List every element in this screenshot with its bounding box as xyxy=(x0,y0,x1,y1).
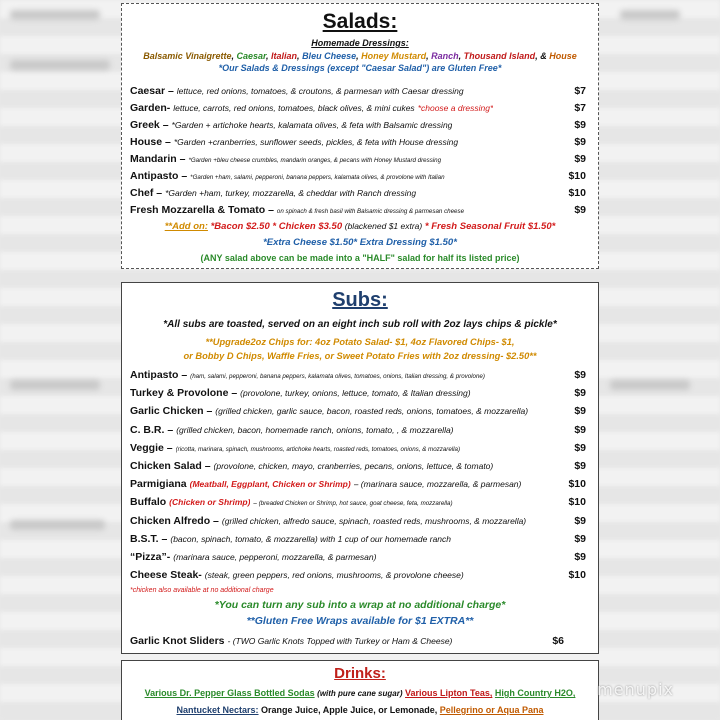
menu-item xyxy=(130,136,586,148)
menu-item xyxy=(130,460,586,472)
item-description: (grilled chicken, bacon, homemade ranch, onions, tomato, , & mozzarella) xyxy=(176,424,454,435)
dressing-separator: , xyxy=(297,51,303,61)
wrap-note: *You can turn any sub into a wrap at no additional charge* xyxy=(214,599,506,611)
item-price: $7 xyxy=(574,102,586,114)
menu-item xyxy=(130,478,586,490)
blurred-text xyxy=(610,380,690,390)
item-price: $9 xyxy=(574,369,586,381)
menu-item xyxy=(130,153,586,165)
item-price: $9 xyxy=(574,441,586,454)
upgrade-line-2: or Bobby D Chips, Waffle Fries, or Sweet Potato Fries with 2oz dressing- $2.50** xyxy=(183,351,537,361)
item-price: $9 xyxy=(574,153,586,165)
item-description: (bacon, spinach, tomato, & mozzarella) with 1 cup of our homemade ranch xyxy=(170,533,452,544)
menu-item xyxy=(130,119,586,131)
item-name: Garden- xyxy=(130,102,171,114)
blurred-text xyxy=(10,60,110,70)
dressing-separator: , xyxy=(458,51,464,61)
blurred-text xyxy=(620,10,680,20)
menu-item xyxy=(130,496,586,508)
dressing-separator: , & xyxy=(535,51,550,61)
menu-item xyxy=(130,424,586,436)
subs-title: Subs: xyxy=(332,289,388,311)
dressing-name: Thousand Island xyxy=(463,51,536,61)
item-description: (provolone, chicken, mayo, cranberries, pecans, onions, lettuce, & tomato) xyxy=(213,461,494,471)
item-name: C. B.R. – xyxy=(130,423,174,436)
addon-prices: *Bacon $2.50 * Chicken $3.50 xyxy=(210,221,343,232)
item-price: $9 xyxy=(574,204,586,216)
upgrade-line-1: **Upgrade2oz Chips for: 4oz Potato Salad- $1, 4oz Flavored Chips- $1, xyxy=(205,337,515,347)
dressings-list xyxy=(122,51,598,61)
blurred-text xyxy=(10,520,105,530)
gluten-free-note: *Our Salads & Dressings (except "Caesar Salad") are Gluten Free* xyxy=(218,63,502,73)
dressings-heading: Homemade Dressings: xyxy=(311,38,409,48)
menu-item xyxy=(130,85,586,97)
salads-panel xyxy=(121,3,599,269)
item-price: $9 xyxy=(574,387,586,400)
item-price: $10 xyxy=(568,478,586,491)
item-description: (ham, salami, pepperoni, banana peppers, kalamata olives, tomatoes, onions, Italian dressing, & provolone) xyxy=(190,373,485,380)
item-description: *Garden +ham, salami, pepperoni, banana peppers, kalamata olives, & provolone with Italian xyxy=(190,174,445,181)
addon-fruit: * Fresh Seasonal Fruit $1.50* xyxy=(424,221,556,232)
item-name: Chicken Alfredo – xyxy=(130,514,219,527)
item-price: $9 xyxy=(574,532,586,545)
subs-intro: *All subs are toasted, served on an eight inch sub roll with 2oz lays chips & pickle* xyxy=(163,319,557,330)
gluten-free-wrap-note: **Gluten Free Wraps available for $1 EXTRA** xyxy=(246,615,474,627)
item-name: Antipasto – xyxy=(130,369,188,381)
menu-item xyxy=(130,102,586,114)
item-price: $10 xyxy=(568,187,586,199)
item-name: B.S.T. – xyxy=(130,532,168,545)
item-name: Caesar – xyxy=(130,85,174,97)
menu-item xyxy=(130,187,586,199)
item-description: (grilled chicken, garlic sauce, bacon, roasted reds, onions, tomatoes, & mozzarella) xyxy=(215,406,529,417)
dressing-separator: , xyxy=(231,51,237,61)
subs-panel xyxy=(121,282,599,654)
item-description: (steak, green peppers, red onions, mushrooms, & provolone cheese) xyxy=(204,570,464,581)
addon-line xyxy=(122,221,598,232)
menu-item xyxy=(130,170,586,182)
item-price: $10 xyxy=(568,496,586,509)
item-description: – (marinara sauce, mozzarella, & parmesan) xyxy=(353,479,522,490)
dressing-name: Italian xyxy=(271,51,298,61)
menu-item xyxy=(130,569,586,581)
item-name: Veggie – xyxy=(130,441,173,454)
item-price: $9 xyxy=(574,460,586,472)
menu-item xyxy=(130,387,586,399)
dressing-separator: , xyxy=(426,51,432,61)
item-name: Mandarin – xyxy=(130,153,186,165)
menupix-watermark: menupix xyxy=(597,680,674,699)
menu-item xyxy=(130,405,586,417)
blurred-text xyxy=(10,10,100,20)
dressing-name: Bleu Cheese xyxy=(302,51,357,61)
item-price: $10 xyxy=(568,170,586,182)
item-description: (grilled chicken, alfredo sauce, spinach, roasted reds, mushrooms, & mozzarella) xyxy=(221,515,527,526)
item-name: Antipasto – xyxy=(130,170,188,182)
menu-item xyxy=(130,369,586,381)
item-options: (Meatball, Eggplant, Chicken or Shrimp) xyxy=(189,479,351,490)
item-name: Cheese Steak- xyxy=(130,569,202,582)
item-description: lettuce, red onions, tomatoes, & croutons, & parmesan with Caesar dressing xyxy=(176,86,464,96)
half-salad-note: (ANY salad above can be made into a "HALF" salad for half its listed price) xyxy=(200,253,520,263)
dressing-name: Honey Mustard xyxy=(361,51,427,61)
menu-item xyxy=(130,551,586,563)
item-description: *Garden + artichoke hearts, kalamata olives, & feta with Balsamic dressing xyxy=(171,120,453,130)
menu-item-garlic-knot-sliders: Garlic Knot Sliders - (TWO Garlic Knots Topped with Turkey or Ham & Cheese) $6 xyxy=(130,635,564,647)
item-description: *Garden +ham, turkey, mozzarella, & cheddar with Ranch dressing xyxy=(165,188,417,198)
item-description: *Garden +cranberries, sunflower seeds, pickles, & feta with House dressing xyxy=(173,137,459,147)
chicken-note: *chicken also available at no additional charge xyxy=(130,587,274,594)
item-name: House – xyxy=(130,136,171,148)
item-description: (ricotta, marinara, spinach, mushrooms, artichoke hearts, roasted reds, tomatoes, onions, & mozzarella) xyxy=(175,445,461,453)
item-price: $9 xyxy=(574,405,586,418)
item-name: Greek – xyxy=(130,119,169,131)
drinks-panel xyxy=(121,660,599,720)
item-price: $9 xyxy=(574,119,586,131)
item-description: (marinara sauce, pepperoni, mozzarella, & parmesan) xyxy=(173,552,377,562)
blurred-text xyxy=(10,380,100,390)
menu-item xyxy=(130,533,586,545)
item-price: $7 xyxy=(574,85,586,97)
item-description: (provolone, turkey, onions, lettuce, tomato, & Italian dressing) xyxy=(240,388,471,399)
item-price: $9 xyxy=(574,136,586,148)
salads-title: Salads: xyxy=(322,10,398,33)
addon-label: **Add on: xyxy=(164,221,208,232)
item-name: Parmigiana xyxy=(130,478,187,491)
menu-item xyxy=(130,442,586,454)
item-price: $9 xyxy=(574,551,586,563)
item-name: Fresh Mozzarella & Tomato – xyxy=(130,204,274,216)
item-price: $9 xyxy=(574,514,586,527)
menu-item xyxy=(130,515,586,527)
dressing-separator: , xyxy=(356,51,362,61)
item-description: on spinach & fresh basil with Balsamic dressing & parmesan cheese xyxy=(276,208,465,215)
drinks-line-1: Various Dr. Pepper Glass Bottled Sodas (with pure cane sugar) Various Lipton Teas, High Country H2O, xyxy=(144,688,576,698)
dressing-name: Caesar xyxy=(236,51,267,61)
addon-blackened: (blackened $1 extra) xyxy=(344,221,423,231)
item-name: Garlic Chicken – xyxy=(130,405,213,418)
dressing-separator: , xyxy=(266,51,272,61)
item-options: (Chicken or Shrimp) xyxy=(169,497,251,508)
item-note: *choose a dressing* xyxy=(417,103,494,113)
item-name: Buffalo xyxy=(130,496,167,509)
dressing-name: House xyxy=(549,51,577,61)
item-name: Chef – xyxy=(130,187,163,199)
item-description: – (breaded Chicken or Shrimp, hot sauce, goat cheese, feta, mozzarella) xyxy=(253,500,453,508)
item-price: $10 xyxy=(568,569,586,582)
drinks-line-2: Nantucket Nectars: Orange Juice, Apple Juice, or Lemonade, Pellegrino or Aqua Pana xyxy=(176,705,544,715)
item-price: $9 xyxy=(574,423,586,436)
drinks-title: Drinks: xyxy=(334,665,386,682)
dressing-name: Ranch xyxy=(431,51,459,61)
item-name: Chicken Salad – xyxy=(130,460,211,472)
extra-cheese-note: *Extra Cheese $1.50* Extra Dressing $1.50* xyxy=(263,237,457,248)
item-description: *Garden +bleu cheese crumbles, mandarin oranges, & pecans with Honey Mustard dressing xyxy=(188,157,442,164)
menu-item xyxy=(130,204,586,216)
item-name: “Pizza”- xyxy=(130,551,171,563)
item-name: Turkey & Provolone – xyxy=(130,387,238,400)
item-description: lettuce, carrots, red onions, tomatoes, black olives, & mini cukes xyxy=(173,103,415,113)
dressing-name: Balsamic Vinaigrette xyxy=(143,51,232,61)
